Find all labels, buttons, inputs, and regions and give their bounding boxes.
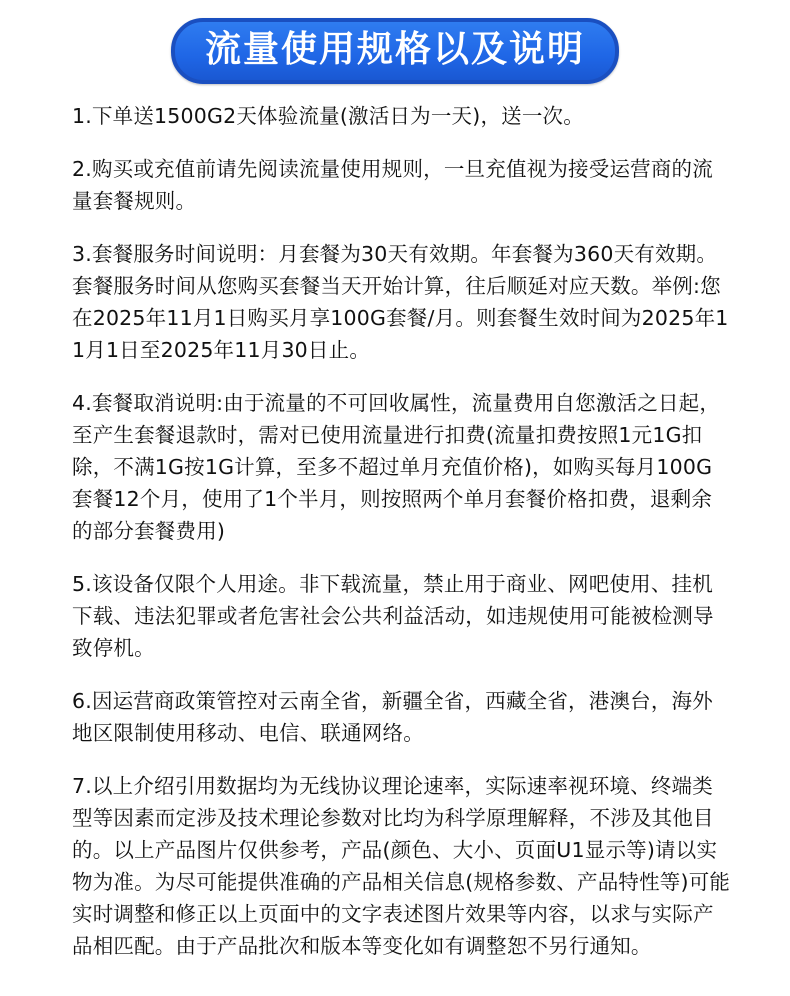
rule-paragraph-7: 7.以上介绍引用数据均为无线协议理论速率，实际速率视环境、终端类型等因素而定涉及技术理论参数对比均为科学原理解释，不涉及其他目的。以上产品图片仅供参考，产品(颜色、大小、页面U1显示等)请以实物为准。为尽可能提供准确的产品相关信息(规格参数、产品特性等)可能实时调整和修正以上页面中的文字表述图片效果等内容，以求与实际产品相匹配。由于产品批次和版本等变化如有调整恕不另行通知。 bbox=[72, 774, 731, 958]
rules-list bbox=[72, 100, 732, 962]
rule-paragraph-2: 2.购买或充值前请先阅读流量使用规则，一旦充值视为接受运营商的流量套餐规则。 bbox=[72, 157, 713, 213]
rule-paragraph-5: 5.该设备仅限个人用途。非下载流量，禁止用于商业、网吧使用、挂机下载、违法犯罪或者危害社会公共利益活动，如违规使用可能被检测导致停机。 bbox=[72, 572, 714, 660]
page-title: 流量使用规格以及说明 bbox=[204, 29, 585, 70]
rule-paragraph-1: 1.下单送1500G2天体验流量(激活日为一天)，送一次。 bbox=[72, 104, 584, 128]
rule-paragraph-3: 3.套餐服务时间说明：月套餐为30天有效期。年套餐为360天有效期。套餐服务时间从您购买套餐当天开始计算，往后顺延对应天数。举例:您在2025年11月1日购买月享100G套餐/月。则套餐生效时间为2025年11月1日至2025年11月30日止。 bbox=[72, 242, 729, 362]
title-banner bbox=[0, 18, 790, 84]
title-pill bbox=[171, 18, 619, 84]
rule-paragraph-6: 6.因运营商政策管控对云南全省，新疆全省，西藏全省，港澳台，海外地区限制使用移动、电信、联通网络。 bbox=[72, 689, 713, 745]
rule-paragraph-4: 4.套餐取消说明:由于流量的不可回收属性，流量费用自您激活之日起，至产生套餐退款时，需对已使用流量进行扣费(流量扣费按照1元1G扣除，不满1G按1G计算，至多不超过单月充值价格)，如购买每月100G套餐12个月，使用了1个半月，则按照两个单月套餐价格扣费，退剩余的部分套餐费用) bbox=[72, 391, 721, 543]
